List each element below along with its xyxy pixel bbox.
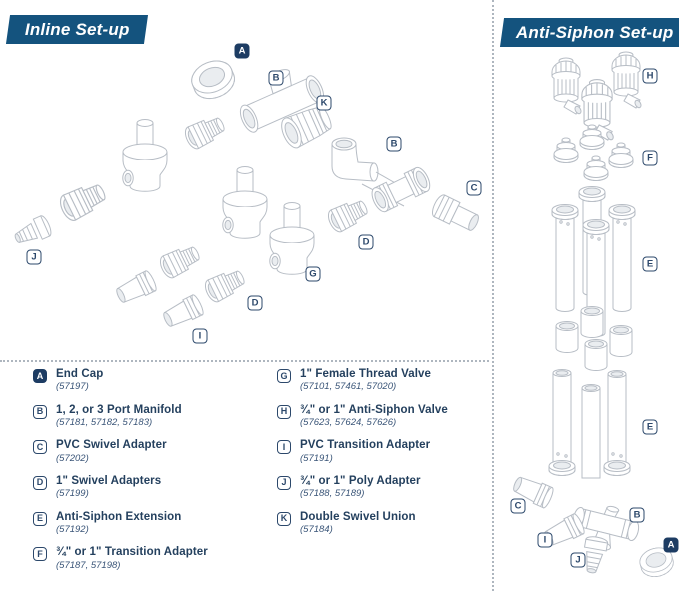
legend-item-parts: (57623, 57624, 57626) [300,416,397,428]
poly-adapter-illustration [11,214,53,249]
legend-item-swivel-adapters [33,475,265,500]
diagram-label-b: B [387,137,402,152]
inline-valve-illustration [270,203,314,275]
legend-badge-k: K [277,512,291,526]
legend-item-end-cap [33,368,265,393]
legend-item-anti-siphon-extension [33,511,265,536]
legend-item-transition-adapter [33,546,265,571]
diagram-label-b: B [630,508,645,523]
inline-valve-illustration [223,167,267,239]
legend-item-parts: (57188, 57189) [300,488,365,500]
legend-item-parts: (57187, 57198) [56,559,121,571]
diagram-label-a: A [235,44,250,59]
legend-item-name: End Cap [56,368,104,380]
diagram-label-d: D [359,235,374,250]
legend-column-right [277,368,489,546]
legend-item-parts: (57184) [300,523,333,535]
legend-badge-f: F [33,547,47,561]
pvc-swivel-adapter-illustration [430,193,482,235]
legend-item-female-thread-valve [277,368,489,393]
diagram-label-d: D [248,296,263,311]
legend-item-anti-siphon-valve [277,404,489,429]
horizontal-dotted-divider [0,360,489,362]
legend-item-name: ¾" or 1" Anti-Siphon Valve [300,403,448,416]
legend-item-name: ¾" or 1" Transition Adapter [56,546,208,559]
inline-valve-illustration [123,120,167,192]
legend-badge-i: I [277,440,291,454]
legend-badge-e: E [33,512,47,526]
legend-item-name: PVC Swivel Adapter [56,439,167,452]
legend-item-name: PVC Transition Adapter [300,439,431,452]
legend-item-double-swivel-union [277,511,489,536]
anti-siphon-valve-illustration [552,58,582,115]
anti-siphon-setup-title: Anti-Siphon Set-up [516,22,674,42]
diagram-label-a: A [664,538,679,553]
end-cap-illustration [187,55,239,104]
legend-item-poly-adapter [277,475,489,500]
diagram-label-b: B [269,71,284,86]
legend-badge-d: D [33,476,47,490]
anti-siphon-extension-tubes-bottom [549,370,630,479]
legend-badge-b: B [33,405,47,419]
legend-item-parts: (57197) [56,381,89,393]
diagram-label-i: I [538,533,553,548]
legend-badge-h: H [277,405,291,419]
diagram-label-h: H [643,69,658,84]
anti-siphon-valve-illustration [612,52,642,109]
legend-item-port-manifold [33,404,265,429]
diagram-label-j: J [27,250,42,265]
vertical-dotted-divider [492,0,494,591]
diagram-label-c: C [467,181,482,196]
diagram-label-k: K [317,96,332,111]
legend-item-name: Double Swivel Union [300,510,416,523]
legend-item-parts: (57202) [56,452,89,464]
legend-badge-c: C [33,440,47,454]
legend-item-parts: (57181, 57182, 57183) [56,416,153,428]
legend-item-parts: (57192) [56,523,89,535]
legend-item-pvc-transition-adapter [277,439,489,464]
legend-badge-j: J [277,476,291,490]
legend-item-name: 1, 2, or 3 Port Manifold [56,403,182,416]
legend-item-parts: (57191) [300,452,333,464]
inline-setup-title: Inline Set-up [24,19,130,39]
legend-item-pvc-swivel-adapter [33,439,265,464]
diagram-label-g: G [306,267,321,282]
diagram-label-j: J [571,553,586,568]
legend-item-name: ¾" or 1" Poly Adapter [300,474,421,487]
legend-item-name: Anti-Siphon Extension [56,510,182,523]
diagram-label-f: F [643,151,658,166]
diagram-label-i: I [193,329,208,344]
legend-item-name: 1" Female Thread Valve [300,368,432,380]
legend-item-parts: (57101, 57461, 57020) [300,381,397,393]
legend-badge-g: G [277,369,291,383]
legend-column-left [33,368,265,582]
legend-badge-a: A [33,369,47,383]
legend-item-parts: (57199) [56,488,89,500]
anti-siphon-setup-banner [500,18,679,47]
diagram-label-c: C [511,499,526,514]
inline-diagram-art [0,40,490,360]
legend-item-name: 1" Swivel Adapters [56,474,162,487]
diagram-label-e: E [643,257,658,272]
diagram-label-e: E [643,420,658,435]
